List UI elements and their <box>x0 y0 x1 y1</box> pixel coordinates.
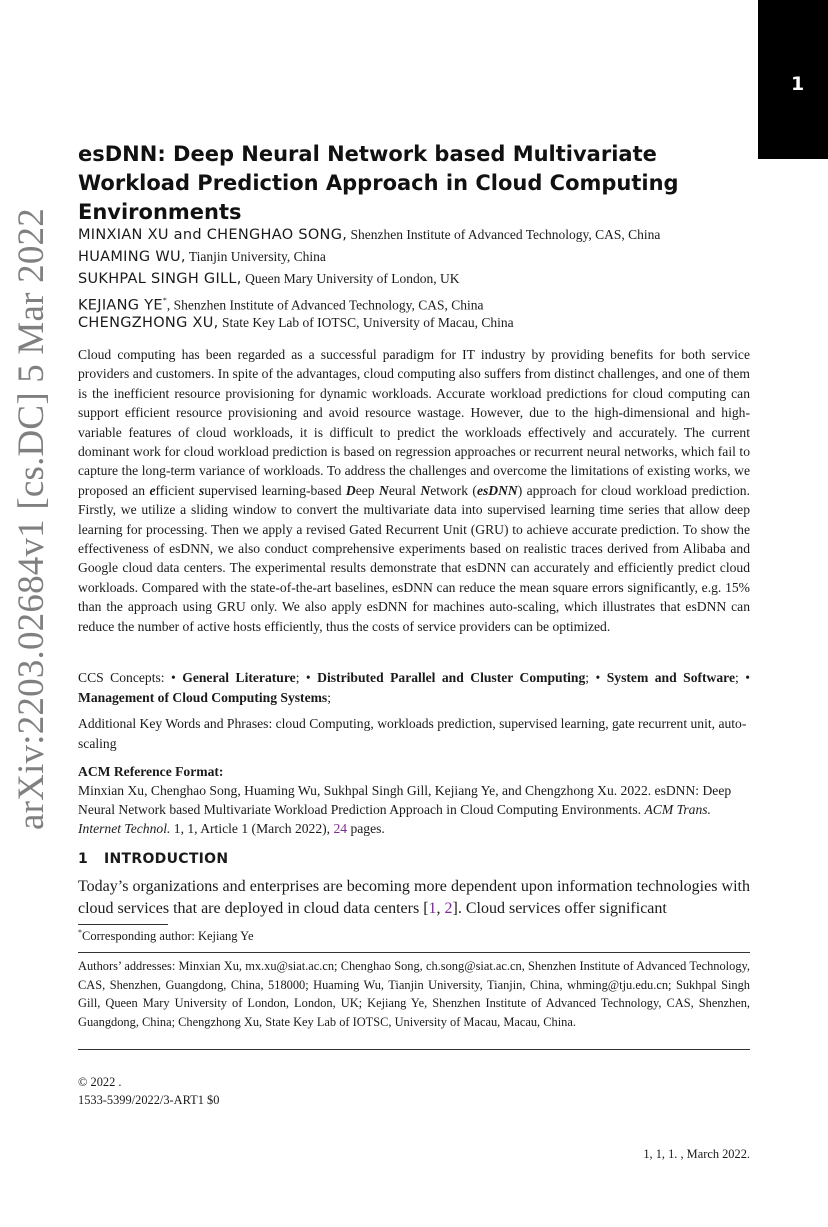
copyright-block <box>78 1073 219 1109</box>
author-affiliation: Queen Mary University of London, UK <box>241 271 460 286</box>
author-line <box>78 312 758 334</box>
author-affiliation: , Shenzhen Institute of Advanced Technology, CAS, China <box>166 297 484 313</box>
author-line <box>78 268 758 290</box>
page-count-link[interactable]: 24 <box>333 821 348 836</box>
corresponding-mark: * <box>162 296 167 305</box>
footnote-rule <box>78 924 168 925</box>
author-line <box>78 290 758 312</box>
acm-reference-suffix: pages. <box>347 821 385 836</box>
abstract-text: ) approach for cloud workload prediction. Firstly, we utilize a sliding window to convert the multivariate data into supervised learning time series that allow deep learning for processing. Then we apply a revised Gated Recurrent Unit (GRU) to achieve accurate prediction. To show the effectiveness of esDNN, we also conduct comprehensive experiments based on realistic traces derived from Alibaba and Google cloud data centers. The experimental results demonstrate that esDNN can accurately and efficiently predict cloud workloads. Compared with the state-of-the-art baselines, esDNN can reduce the mean square errors significantly, e.g. 15% than the approach using GRU only. We also apply esDNN for machines auto-scaling, which illustrates that esDNN can reduce the number of active hosts efficiently, thus the costs of service providers can be optimized. <box>78 482 750 634</box>
arxiv-stamp[interactable]: arXiv:2203.02684v1 [cs.DC] 5 Mar 2022 <box>11 208 52 830</box>
ccs-concepts: CCS Concepts: • General Literature; • Distributed Parallel and Cluster Computing; • System and Software; • Management of Cloud Computing Systems; <box>78 670 750 705</box>
author-name: KEJIANG YE <box>78 297 163 314</box>
paper-title: esDNN: Deep Neural Network based Multivariate Workload Prediction Approach in Cloud Computing Environments <box>78 142 679 224</box>
author-name: CHENGZHONG XU, <box>78 315 219 331</box>
acm-reference <box>78 762 750 838</box>
citation-link[interactable]: 2 <box>444 900 453 917</box>
ccs-label: CCS Concepts: <box>78 670 172 685</box>
abstract-text: fficient <box>155 482 199 498</box>
author-line <box>78 246 758 268</box>
section-title: INTRODUCTION <box>104 851 229 867</box>
author-name: HUAMING WU, <box>78 249 186 265</box>
author-line <box>78 224 758 246</box>
acronym-letter: e <box>149 482 156 498</box>
issn-line: 1533-5399/2022/3-ART1 $0 <box>78 1093 220 1107</box>
acronym-letter: N <box>420 482 431 498</box>
intro-text: Today’s organizations and enterprises are becoming more dependent upon information technologies with cloud services that are deployed in cloud data centers [ <box>78 878 750 917</box>
author-name: SUKHPAL SINGH GILL, <box>78 271 242 287</box>
author-addresses: Authors’ addresses: Minxian Xu, mx.xu@siat.ac.cn; Chenghao Song, ch.song@siat.ac.cn, Shenzhen Institute of Advanced Technology, CAS, Shenzhen, Guangdong, China, 518000; Huaming Wu, Tianjin University, Tianjin, China, whming@tju.edu.cn; Sukhpal Singh Gill, Queen Mary University of London, London, UK; Kejiang Ye, Shenzhen Institute of Advanced Technology, CAS, Shenzhen, Guangdong, China; Chengzhong Xu, State Key Lab of IOTSC, University of Macau, Macau, China. <box>78 959 750 1029</box>
abstract-text: etwork ( <box>430 482 477 498</box>
acm-reference-details: 1, 1, Article 1 (March 2022), <box>170 821 334 836</box>
abstract-text: Cloud computing has been regarded as a successful paradigm for IT industry by providing benefits for both service providers and customers. In spite of the advantages, cloud computing also suffers from distinct challenges, and one of them is the inefficient resource provisioning for dynamic workloads. Accurate workload predictions for cloud computing can support efficient resource provisioning and avoid resource wastage. However, due to the high-dimensional and high-variable features of cloud workloads, it is difficult to predict the workloads effectively and accurately. The current dominant work for cloud workload prediction is based on regression approaches or recurrent neural networks, which fail to capture the long-term variance of workloads. To address the challenges and overcome the limitations of existing works, we proposed an <box>78 347 750 498</box>
ccs-item: General Literature <box>182 670 296 685</box>
author-name: MINXIAN XU and CHENGHAO SONG, <box>78 227 348 243</box>
ccs-item: System and Software <box>606 670 735 685</box>
citation-link[interactable]: 1 <box>428 900 437 917</box>
divider <box>78 1049 750 1050</box>
journal-name: ACM Trans. Internet Technol. <box>78 802 711 836</box>
acm-reference-text: Minxian Xu, Chenghao Song, Huaming Wu, Sukhpal Singh Gill, Kejiang Ye, and Chengzhong Xu. 2022. esDNN: Deep Neural Network based Multivariate Workload Prediction Approach in Cloud Computing Environments. <box>78 783 732 817</box>
acm-reference-body <box>78 781 750 838</box>
divider <box>78 952 750 953</box>
author-affiliation: Shenzhen Institute of Advanced Technology, CAS, China <box>347 227 661 242</box>
acm-reference-heading: ACM Reference Format: <box>78 764 224 779</box>
ccs-item: Management of Cloud Computing Systems <box>78 690 328 705</box>
page-number: 1 <box>791 73 805 95</box>
intro-paragraph <box>78 876 750 920</box>
footnote <box>78 928 254 944</box>
intro-text: ]. Cloud services offer significant <box>452 900 667 917</box>
abstract-text: upervised learning-based <box>204 482 346 498</box>
footnote-text: Corresponding author: Kejiang Ye <box>82 929 254 944</box>
abstract-text: eural <box>388 482 421 498</box>
section-number: 1 <box>78 851 89 867</box>
acronym-esdnn: esDNN <box>476 482 518 498</box>
copyright-line: © 2022 . <box>78 1075 122 1089</box>
author-affiliation: State Key Lab of IOTSC, University of Macau, China <box>218 315 514 330</box>
keywords: Additional Key Words and Phrases: cloud Computing, workloads prediction, supervised learning, gate recurrent unit, auto-scaling <box>78 716 747 751</box>
acronym-letter: D <box>345 482 356 498</box>
acronym-letter: N <box>379 482 389 498</box>
acronym-letter: s <box>198 482 205 498</box>
page-footer: 1, 1, 1. , March 2022. <box>643 1147 750 1161</box>
citation-separator: , <box>436 900 445 917</box>
footnote-mark: * <box>78 928 82 937</box>
author-affiliation: Tianjin University, China <box>185 249 326 264</box>
ccs-item: Distributed Parallel and Cluster Computing <box>317 670 586 685</box>
abstract <box>78 345 750 636</box>
abstract-text: eep <box>355 482 380 498</box>
section-heading <box>78 851 228 867</box>
author-list <box>78 224 758 334</box>
